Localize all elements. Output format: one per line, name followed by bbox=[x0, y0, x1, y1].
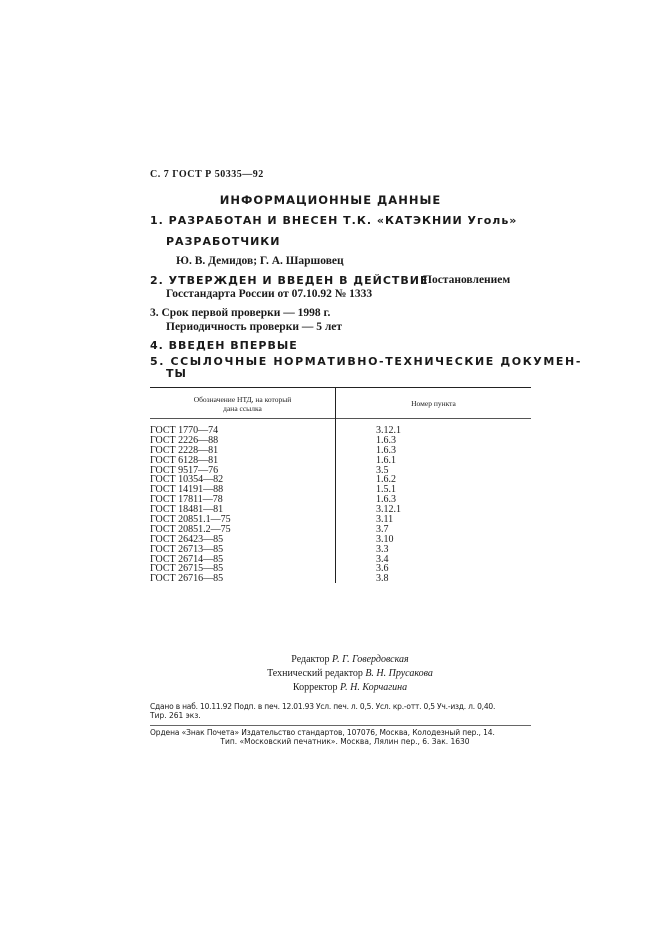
ntd-designation: ГОСТ 17811—78 bbox=[150, 494, 223, 506]
item-5: 5. ССЫЛОЧНЫЕ НОРМАТИВНО-ТЕХНИЧЕСКИЕ ДОКУМЕН- bbox=[150, 355, 583, 368]
page-header: С. 7 ГОСТ Р 50335—92 bbox=[150, 169, 264, 180]
tech-editor-line bbox=[0, 668, 661, 679]
ntd-designation: ГОСТ 6128—81 bbox=[150, 454, 219, 466]
clause-number: 3.10 bbox=[376, 533, 394, 545]
clause-number: 3.12.1 bbox=[376, 425, 401, 436]
item-2-cont: Постановлением bbox=[423, 274, 511, 286]
item-2: 2. УТВЕРЖДЕН И ВВЕДЕН В ДЕЙСТВИЕ bbox=[150, 274, 429, 287]
imprint-line-4: Тип. «Московский печатник». Москва, Лялин пер., 6. Зак. 1630 bbox=[220, 737, 470, 746]
ntd-designation: ГОСТ 1770—74 bbox=[150, 425, 219, 436]
item-2-decree: Госстандарта России от 07.10.92 № 1333 bbox=[166, 288, 373, 300]
clause-number: 3.11 bbox=[376, 514, 394, 526]
corrector-line bbox=[0, 682, 661, 693]
ntd-designation: ГОСТ 9517—76 bbox=[150, 464, 219, 476]
imprint-rule bbox=[150, 725, 531, 726]
clause-number: 3.4 bbox=[376, 553, 389, 565]
clause-number: 1.6.3 bbox=[376, 494, 396, 506]
item-1-developers: Ю. В. Демидов; Г. А. Шаршовец bbox=[176, 255, 344, 267]
ntd-designation: ГОСТ 2228—81 bbox=[150, 444, 219, 456]
table-header-rule bbox=[150, 418, 531, 419]
imprint-line-3: Ордена «Знак Почета» Издательство стандартов, 107076, Москва, Колодезный пер., 14. bbox=[150, 728, 495, 737]
clause-number: 3.5 bbox=[376, 464, 389, 476]
item-3: 3. Срок первой проверки — 1998 г. bbox=[150, 307, 331, 319]
editor-label: Редактор bbox=[291, 654, 330, 665]
table-col1-header bbox=[150, 395, 335, 413]
item-4: 4. ВВЕДЕН ВПЕРВЫЕ bbox=[150, 339, 298, 352]
corrector-label: Корректор bbox=[292, 682, 338, 693]
ntd-designation: ГОСТ 26714—85 bbox=[150, 553, 224, 565]
table-body bbox=[150, 426, 531, 584]
imprint-line-2: Тир. 261 экз. bbox=[150, 711, 201, 720]
item-3-period: Периодичность проверки — 5 лет bbox=[166, 321, 343, 333]
clause-number: 3.7 bbox=[376, 523, 389, 535]
col1-header-line1: Обозначение НТД, на который bbox=[193, 395, 292, 404]
ntd-designation: ГОСТ 20851.2—75 bbox=[150, 523, 231, 535]
ntd-designation: ГОСТ 26716—85 bbox=[150, 573, 224, 585]
item-1-developers-label: РАЗРАБОТЧИКИ bbox=[166, 235, 281, 248]
tech-editor-name: В. Н. Прусакова bbox=[365, 668, 433, 679]
item-1: 1. РАЗРАБОТАН И ВНЕСЕН Т.К. «КАТЭКНИИ Уголь» bbox=[150, 214, 518, 227]
clause-number: 1.5.1 bbox=[376, 484, 396, 496]
clause-number: 3.6 bbox=[376, 563, 389, 575]
ntd-designation: ГОСТ 18481—81 bbox=[150, 504, 224, 516]
ntd-designation: ГОСТ 2226—88 bbox=[150, 434, 219, 446]
ntd-designation: ГОСТ 10354—82 bbox=[150, 474, 224, 486]
ntd-designation: ГОСТ 14191—88 bbox=[150, 484, 224, 496]
editor-line bbox=[0, 654, 661, 665]
section-title: ИНФОРМАЦИОННЫЕ ДАННЫЕ bbox=[219, 193, 442, 207]
ntd-designation: ГОСТ 26715—85 bbox=[150, 563, 224, 575]
ntd-designation: ГОСТ 26423—85 bbox=[150, 533, 224, 545]
item-5-cont: ТЫ bbox=[166, 367, 187, 380]
clause-number: 1.6.2 bbox=[376, 474, 396, 486]
clause-number: 3.8 bbox=[376, 573, 389, 585]
table-top-rule bbox=[150, 387, 531, 388]
tech-editor-label: Технический редактор bbox=[267, 668, 363, 679]
clause-number: 1.6.1 bbox=[376, 454, 396, 466]
clause-number: 1.6.3 bbox=[376, 434, 396, 446]
ntd-designation: ГОСТ 20851.1—75 bbox=[150, 514, 231, 526]
table-col2-header: Номер пункта bbox=[411, 399, 456, 408]
clause-number: 3.3 bbox=[376, 543, 389, 555]
clause-number: 3.12.1 bbox=[376, 504, 401, 516]
table-row bbox=[150, 574, 531, 584]
imprint-line-1: Сдано в наб. 10.11.92 Подп. в печ. 12.01.93 Усл. печ. л. 0,5. Усл. кр.-отт. 0,5 Уч.-изд. л. 0,40. bbox=[150, 702, 496, 711]
corrector-name: Р. Н. Корчагина bbox=[339, 682, 408, 693]
clause-number: 1.6.3 bbox=[376, 444, 396, 456]
editor-name: Р. Г. Говердовская bbox=[332, 654, 409, 665]
ntd-designation: ГОСТ 26713—85 bbox=[150, 543, 224, 555]
col1-header-line2: дана ссылка bbox=[223, 404, 262, 413]
